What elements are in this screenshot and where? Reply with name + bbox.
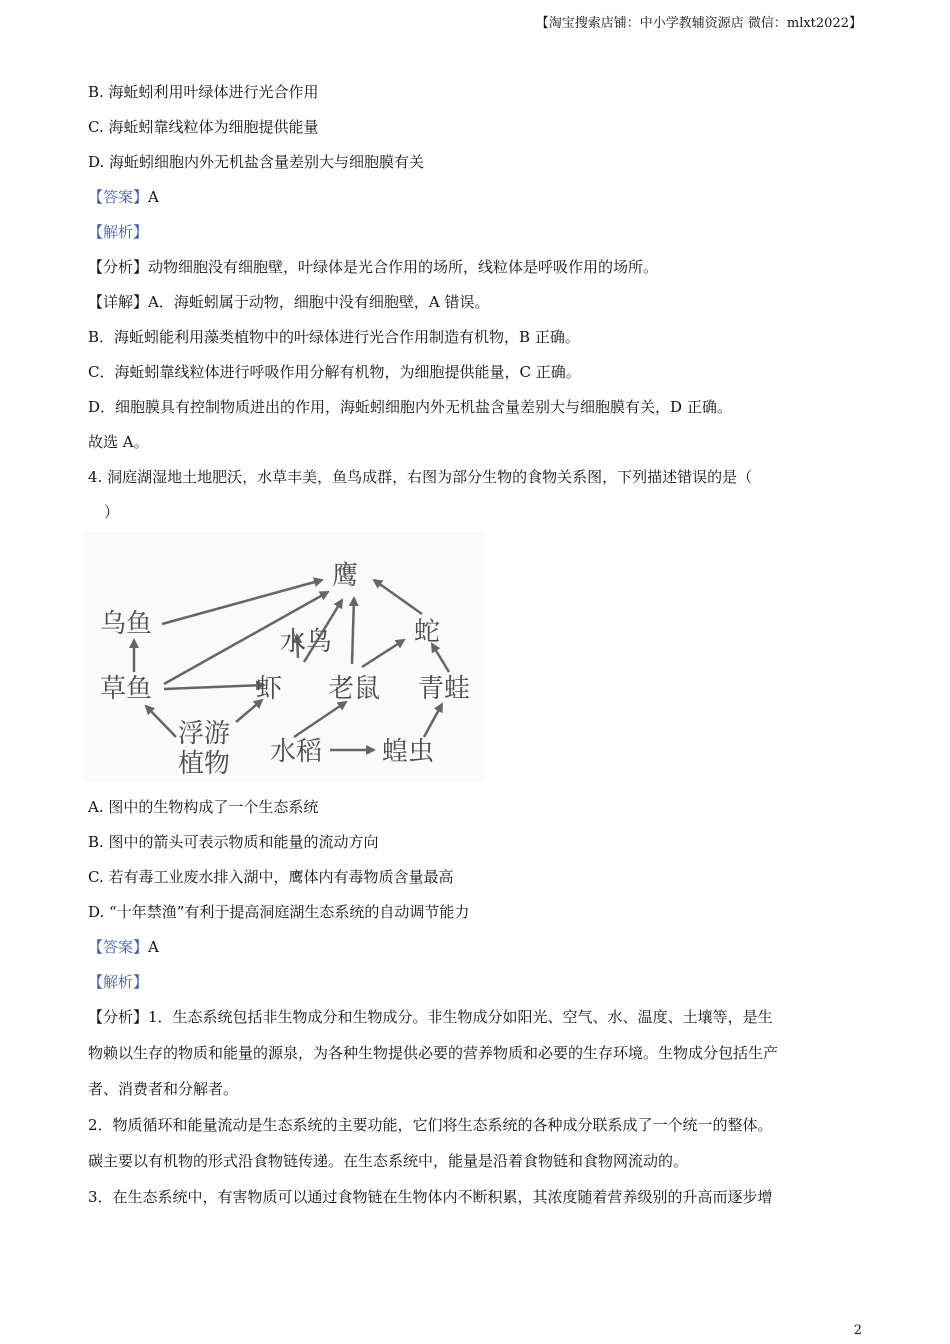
q3-option-d: D. 海蚯蚓细胞内外无机盐含量差别大与细胞膜有关 bbox=[88, 153, 425, 171]
node-fuyou-1: 浮游 bbox=[178, 719, 231, 749]
node-laoshu: 老鼠 bbox=[328, 674, 381, 704]
node-xia: 虾 bbox=[256, 674, 283, 704]
node-caoyu: 草鱼 bbox=[100, 674, 153, 704]
answer-tag: 【答案】 bbox=[88, 188, 149, 206]
node-qingwa: 青蛙 bbox=[418, 674, 471, 704]
node-wuyu: 乌鱼 bbox=[100, 609, 153, 639]
q3-answer bbox=[88, 187, 159, 207]
q3-detail-a bbox=[88, 292, 489, 312]
q3-detail-c: C．海蚯蚓靠线粒体进行呼吸作用分解有机物，为细胞提供能量，C 正确。 bbox=[88, 363, 581, 381]
q4-answer bbox=[88, 937, 159, 957]
q3-option-c: C. 海蚯蚓靠线粒体为细胞提供能量 bbox=[88, 118, 319, 136]
node-ying: 鹰 bbox=[332, 561, 359, 591]
fenxi-tag: 【分析】 bbox=[88, 258, 149, 276]
q3-detail-d: D．细胞膜具有控制物质进出的作用，海蚯蚓细胞内外无机盐含量差别大与细胞膜有关，D 正确。 bbox=[88, 398, 732, 416]
q4-fenxi-p2-line2: 碳主要以有机物的形式沿食物链传递。在生态系统中，能量是沿着食物链和食物网流动的。 bbox=[88, 1152, 689, 1170]
q3-fenxi bbox=[88, 257, 658, 277]
fenxi-tag: 【分析】 bbox=[88, 1008, 149, 1026]
node-huangchong: 蝗虫 bbox=[382, 737, 435, 767]
q4-stem-line1: 4. 洞庭湖湿地土地肥沃，水草丰美，鱼鸟成群，右图为部分生物的食物关系图，下列描述错误的是（ bbox=[88, 468, 753, 486]
food-web-diagram bbox=[84, 532, 484, 782]
fenxi-p1-l1: 1．生态系统包括非生物成分和生物成分。非生物成分如阳光、空气、水、温度、土壤等，是生 bbox=[148, 1008, 773, 1026]
q4-option-a: A. 图中的生物构成了一个生态系统 bbox=[88, 798, 319, 816]
answer-value: A bbox=[148, 188, 159, 206]
detail-tag: 【详解】 bbox=[88, 293, 149, 311]
q4-fenxi-p1-line3: 者、消费者和分解者。 bbox=[88, 1080, 239, 1098]
answer-tag: 【答案】 bbox=[88, 938, 149, 956]
q3-detail-b: B．海蚯蚓能利用藻类植物中的叶绿体进行光合作用制造有机物，B 正确。 bbox=[88, 328, 580, 346]
page-number: 2 bbox=[853, 1323, 862, 1338]
q4-fenxi-p3-line1: 3．在生态系统中，有害物质可以通过食物链在生物体内不断积累，其浓度随着营养级别的升高而逐步增 bbox=[88, 1188, 773, 1206]
q4-stem-line2: ） bbox=[104, 503, 120, 521]
page-header: 【淘宝搜索店铺：中小学教辅资源店 微信：mlxt2022】 bbox=[535, 16, 862, 31]
q4-option-c: C. 若有毒工业废水排入湖中，鹰体内有毒物质含量最高 bbox=[88, 868, 454, 886]
q4-option-d: D. “十年禁渔”有利于提高洞庭湖生态系统的自动调节能力 bbox=[88, 903, 470, 921]
node-fuyou-2: 植物 bbox=[178, 749, 231, 779]
q4-fenxi-p2-line1: 2．物质循环和能量流动是生态系统的主要功能，它们将生态系统的各种成分联系成了一个统一的整体。 bbox=[88, 1116, 773, 1134]
q3-option-b: B. 海蚯蚓利用叶绿体进行光合作用 bbox=[88, 83, 319, 101]
q4-fenxi-p1-line2: 物赖以生存的物质和能量的源泉，为各种生物提供必要的营养物质和必要的生存环境。生物成分包括生产 bbox=[88, 1044, 779, 1062]
q3-analysis-tag: 【解析】 bbox=[88, 223, 149, 241]
fenxi-text: 动物细胞没有细胞壁，叶绿体是光合作用的场所，线粒体是呼吸作用的场所。 bbox=[148, 258, 659, 276]
q4-fenxi-p1-line1 bbox=[88, 1007, 773, 1027]
q3-conclusion: 故选 A。 bbox=[88, 433, 149, 451]
answer-value: A bbox=[148, 938, 159, 956]
q4-option-b: B. 图中的箭头可表示物质和能量的流动方向 bbox=[88, 833, 379, 851]
node-she: 蛇 bbox=[414, 617, 441, 647]
q4-analysis-tag: 【解析】 bbox=[88, 973, 149, 991]
detail-a-text: A．海蚯蚓属于动物，细胞中没有细胞壁，A 错误。 bbox=[148, 293, 490, 311]
node-shuiniao: 水鸟 bbox=[280, 627, 333, 657]
node-shuidao: 水稻 bbox=[270, 737, 323, 767]
